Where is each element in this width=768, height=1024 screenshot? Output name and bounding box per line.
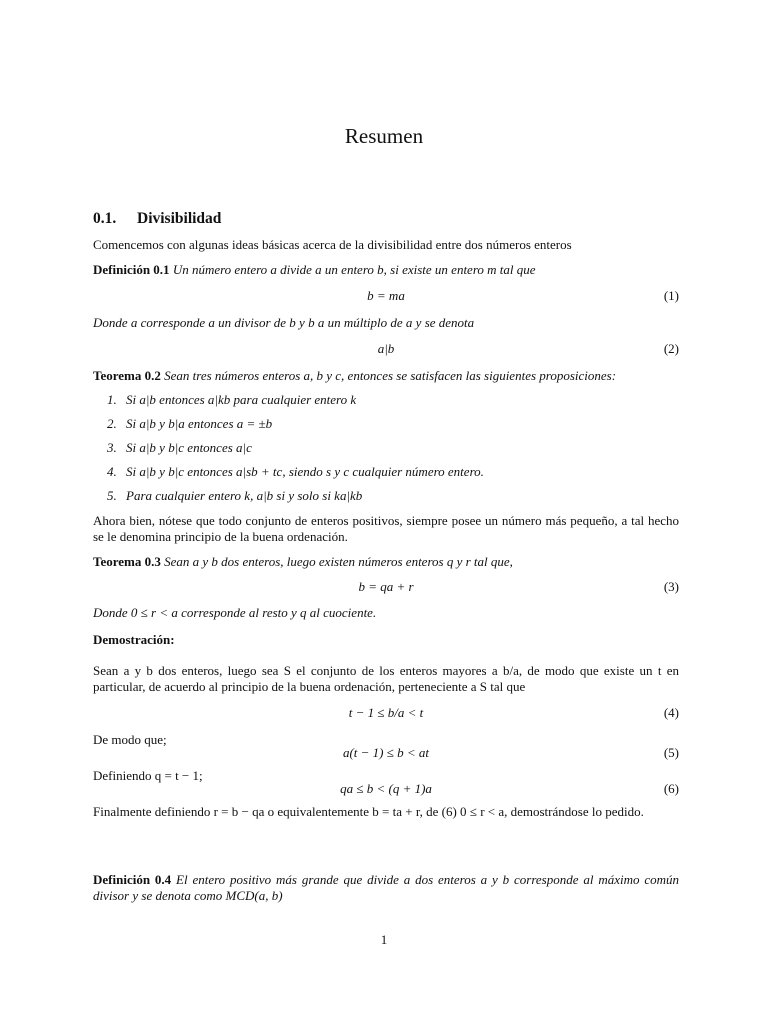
equation-expression: b = qa + r — [358, 579, 414, 594]
list-item: 1. Si a|b entonces a|kb para cualquier entero k — [107, 392, 357, 407]
definition-text: Un número entero a divide a un entero b, si existe un entero m tal que — [172, 262, 536, 277]
equation-4 — [93, 705, 679, 721]
theorem-note: Donde 0 ≤ r < a corresponde al resto y q al cuociente. — [93, 605, 377, 620]
good-ordering-paragraph: Ahora bien, nótese que todo conjunto de enteros positivos, siempre posee un número más pequeño, a tal hecho se le denomina principio de la buena ordenación. — [93, 513, 679, 544]
proof-paragraph: Definiendo q = t − 1; — [93, 768, 203, 783]
theorem-text: Sean tres números enteros a, b y c, entonces se satisfacen las siguientes proposiciones: — [164, 368, 617, 383]
equation-1 — [93, 288, 679, 304]
definition-label: Definición 0.4 — [93, 872, 172, 887]
equation-6 — [93, 781, 679, 797]
list-item: 3. Si a|b y b|c entonces a|c — [107, 440, 252, 455]
equation-number: (3) — [663, 579, 679, 594]
equation-number: (5) — [663, 745, 679, 760]
theorem-label: Teorema 0.3 — [93, 554, 161, 569]
equation-2 — [93, 341, 679, 357]
definition-label: Definición 0.1 — [93, 262, 170, 277]
proof-label: Demostración: — [93, 632, 175, 647]
definition-text: El entero positivo más grande que divide a dos enteros a y b corresponde al máximo común divisor y se denota como MCD(a, b) — [93, 872, 680, 903]
equation-number: (1) — [663, 288, 679, 303]
proof-paragraph: Sean a y b dos enteros, luego sea S el conjunto de los enteros mayores a b/a, de modo que existe un t en particular, de acuerdo al principio de la buena ordenación, perteneciente a S tal que — [93, 663, 679, 694]
equation-5 — [93, 745, 679, 761]
theorem-label: Teorema 0.2 — [93, 368, 161, 383]
intro-paragraph: Comencemos con algunas ideas básicas acerca de la divisibilidad entre dos números enteros — [93, 237, 572, 252]
list-item: 5. Para cualquier entero k, a|b si y solo si ka|kb — [107, 488, 363, 503]
section-number: 0.1. — [93, 210, 117, 227]
definition-0-1 — [93, 262, 679, 278]
equation-expression: t − 1 ≤ b/a < t — [348, 705, 424, 720]
equation-expression: qa ≤ b < (q + 1)a — [340, 781, 432, 796]
equation-number: (6) — [663, 781, 679, 796]
definition-note: Donde a corresponde a un divisor de b y b a un múltiplo de a y se denota — [93, 315, 475, 330]
list-item: 2. Si a|b y b|a entonces a = ±b — [107, 416, 273, 431]
theorem-0-2 — [93, 368, 679, 384]
section-title: Divisibilidad — [137, 210, 222, 227]
theorem-0-3 — [93, 554, 679, 570]
proof-paragraph: De modo que; — [93, 732, 167, 747]
definition-0-4 — [93, 872, 679, 904]
list-item: 4. Si a|b y b|c entonces a|sb + tc, siendo s y c cualquier número entero. — [107, 464, 484, 479]
equation-3 — [93, 579, 679, 595]
equation-number: (2) — [663, 341, 679, 356]
section-heading — [93, 210, 221, 228]
equation-expression: b = ma — [367, 288, 405, 303]
page-title: Resumen — [344, 124, 424, 148]
page-number: 1 — [380, 932, 388, 947]
theorem-text: Sean a y b dos enteros, luego existen números enteros q y r tal que, — [164, 554, 513, 569]
equation-expression: a(t − 1) ≤ b < at — [342, 745, 430, 760]
equation-number: (4) — [663, 705, 679, 720]
proof-paragraph: Finalmente definiendo r = b − qa o equivalentemente b = ta + r, de (6) 0 ≤ r < a, demostrándose lo pedido. — [93, 804, 644, 819]
equation-expression: a|b — [377, 341, 395, 356]
